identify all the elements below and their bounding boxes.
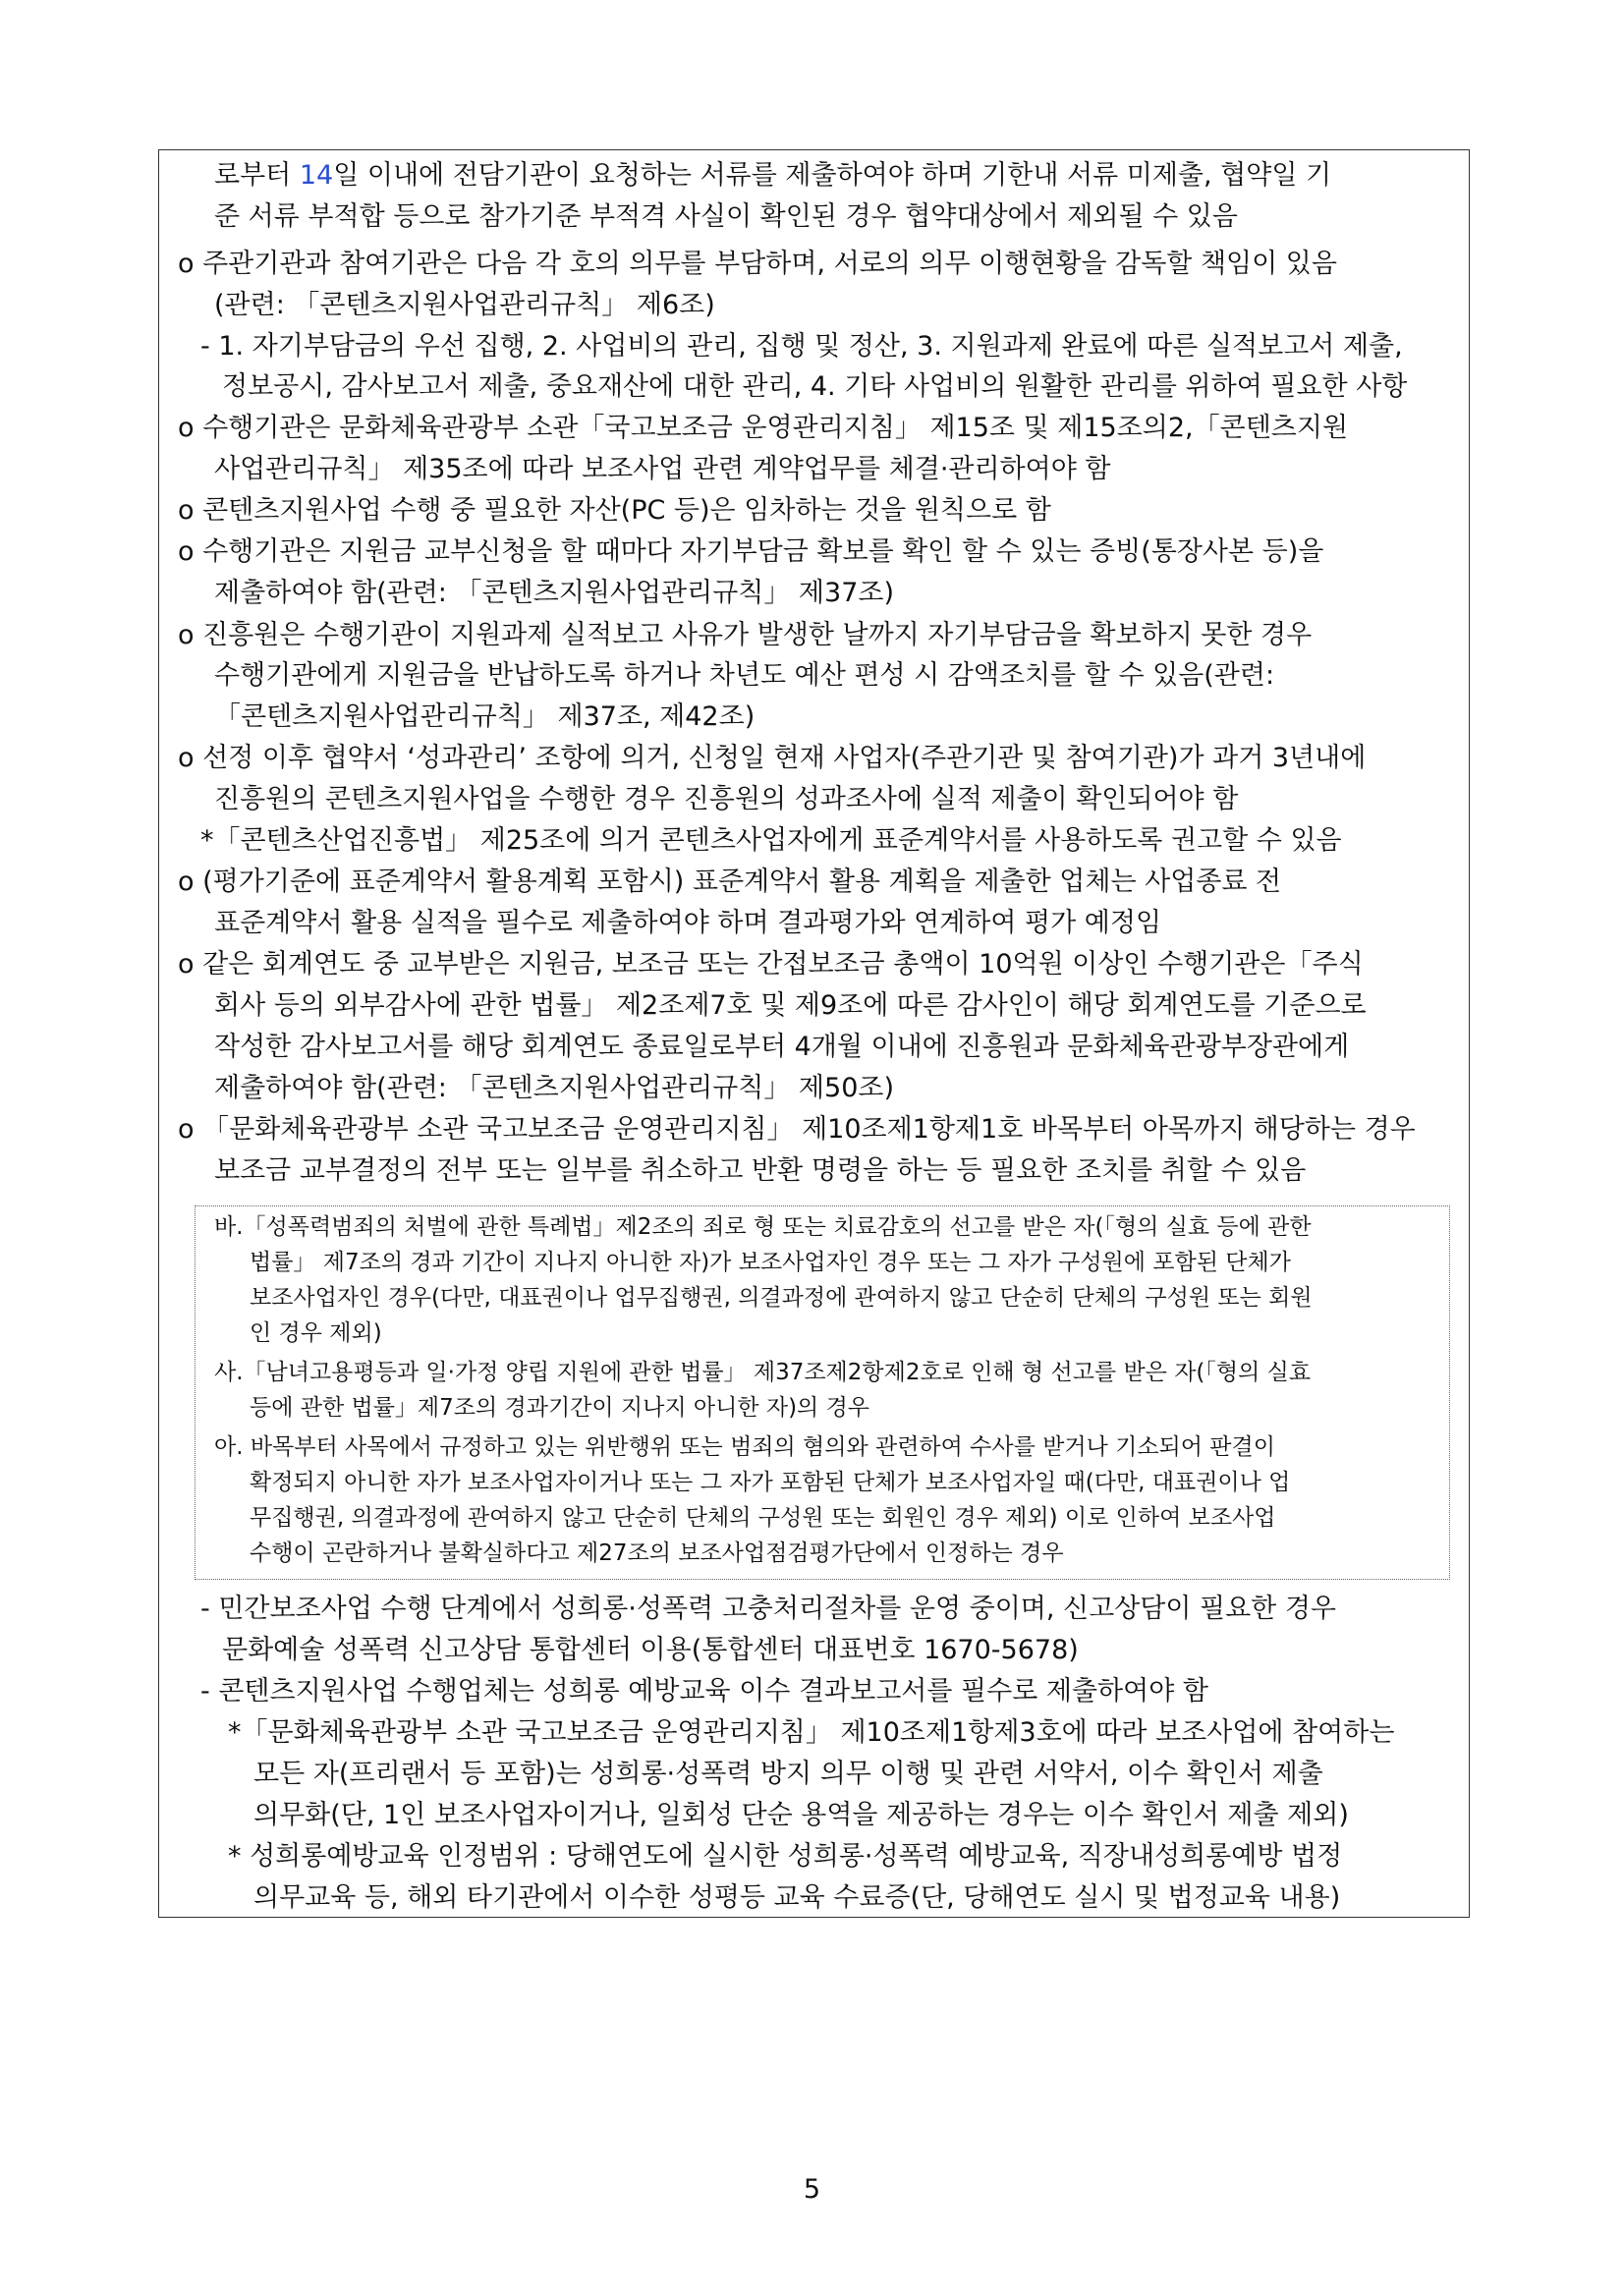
excerpt-line: 보조사업자인 경우(다만, 대표권이나 업무집행권, 의결과정에 관여하지 않고 단순히 단체의 구성원 또는 회원 <box>250 1285 1313 1311</box>
bullet-item: o 선정 이후 협약서 ‘성과관리’ 조항에 의거, 신청일 현재 사업자(주관기관 및 참여기관)가 과거 3년내에 <box>178 743 1367 773</box>
excerpt-line: 무집행권, 의결과정에 관여하지 않고 단순히 단체의 구성원 또는 회원인 경우 제외) 이로 인하여 보조사업 <box>250 1505 1276 1531</box>
bullet-item: o 「문화체육관광부 소관 국고보조금 운영관리지침」 제10조제1항제1호 바목부터 아목까지 해당하는 경우 <box>178 1114 1416 1145</box>
bullet-item: o 콘텐츠지원사업 수행 중 필요한 자산(PC 등)은 임차하는 것을 원칙으로 함 <box>178 495 1051 526</box>
bullet-item: o 같은 회계연도 중 교부받은 지원금, 보조금 또는 간접보조금 총액이 10억원 이상인 수행기관은「주식 <box>178 949 1364 980</box>
text-line: 회사 등의 외부감사에 관한 법률」 제2조제7호 및 제9조에 따른 감사인이 해당 회계연도를 기준으로 <box>214 990 1367 1021</box>
excerpt-line: 사.「남녀고용평등과 일·가정 양립 지원에 관한 법률」 제37조제2항제2호로 인해 형 선고를 받은 자(「형의 실효 <box>214 1360 1312 1385</box>
text-line: (관련: 「콘텐츠지원사업관리규칙」 제6조) <box>214 290 715 320</box>
excerpt-line: 바.「성폭력범죄의 처벌에 관한 특례법」제2조의 죄로 형 또는 치료감호의 선고를 받은 자(「형의 실효 등에 관한 <box>214 1214 1312 1240</box>
text-line: 정보공시, 감사보고서 제출, 중요재산에 대한 관리, 4. 기타 사업비의 원활한 관리를 위하여 필요한 사항 <box>222 371 1408 402</box>
page-number: 5 <box>803 2174 821 2205</box>
excerpt-line: 인 경우 제외) <box>250 1320 382 1346</box>
text-line: 준 서류 부적합 등으로 참가기준 부적격 사실이 확인된 경우 협약대상에서 제외될 수 있음 <box>214 201 1238 232</box>
text-line: 보조금 교부결정의 전부 또는 일부를 취소하고 반환 명령을 하는 등 필요한 조치를 취할 수 있음 <box>214 1155 1307 1186</box>
note-item: * 성희롱예방교육 인정범위 : 당해연도에 실시한 성희롱·성폭력 예방교육, 직장내성희롱예방 법정 <box>228 1841 1343 1872</box>
excerpt-line: 수행이 곤란하거나 불확실하다고 제27조의 보조사업점검평가단에서 인정하는 경우 <box>250 1540 1064 1566</box>
text-line: 표준계약서 활용 실적을 필수로 제출하여야 하며 결과평가와 연계하여 평가 예정임 <box>214 908 1162 938</box>
text-line: 제출하여야 함(관련: 「콘텐츠지원사업관리규칙」 제37조) <box>214 578 894 608</box>
text-line: 작성한 감사보고서를 해당 회계연도 종료일로부터 4개월 이내에 진흥원과 문화체육관광부장관에게 <box>214 1032 1350 1062</box>
bullet-item: o 주관기관과 참여기관은 다음 각 호의 의무를 부담하며, 서로의 의무 이행현황을 감독할 책임이 있음 <box>178 249 1337 279</box>
text-line: 의무화(단, 1인 보조사업자이거나, 일회성 단순 용역을 제공하는 경우는 이수 확인서 제출 제외) <box>253 1800 1349 1830</box>
text-line <box>214 162 1462 189</box>
note-item: *「콘텐츠산업진흥법」 제25조에 의거 콘텐츠사업자에게 표준계약서를 사용하도록 권고할 수 있음 <box>200 825 1342 856</box>
text-line: 진흥원의 콘텐츠지원사업을 수행한 경우 진흥원의 성과조사에 실적 제출이 확인되어야 함 <box>214 784 1239 814</box>
bullet-item: o 진흥원은 수행기관이 지원과제 실적보고 사유가 발생한 날까지 자기부담금을 확보하지 못한 경우 <box>178 620 1313 650</box>
bullet-item: o (평가기준에 표준계약서 활용계획 포함시) 표준계약서 활용 계획을 제출한 업체는 사업종료 전 <box>178 867 1282 897</box>
highlighted-number: 14 <box>299 160 334 191</box>
text-segment: 로부터 <box>214 160 300 191</box>
excerpt-line: 확정되지 아니한 자가 보조사업자이거나 또는 그 자가 포함된 단체가 보조사업자일 때(다만, 대표권이나 업 <box>250 1470 1291 1495</box>
text-line: 사업관리규칙」 제35조에 따라 보조사업 관련 계약업무를 체결·관리하여야 함 <box>214 454 1111 484</box>
text-line: 「콘텐츠지원사업관리규칙」 제37조, 제42조) <box>214 701 756 732</box>
text-line: 문화예술 성폭력 신고상담 통합센터 이용(통합센터 대표번호 1670-5678) <box>222 1635 1079 1665</box>
note-item: *「문화체육관광부 소관 국고보조금 운영관리지침」 제10조제1항제3호에 따라 보조사업에 참여하는 <box>228 1717 1395 1748</box>
dash-item: - 민간보조사업 수행 단계에서 성희롱·성폭력 고충처리절차를 운영 중이며, 신고상담이 필요한 경우 <box>200 1594 1337 1624</box>
excerpt-line: 아. 바목부터 사목에서 규정하고 있는 위반행위 또는 범죄의 혐의와 관련하여 수사를 받거나 기소되어 판결이 <box>214 1434 1275 1460</box>
text-line: 제출하여야 함(관련: 「콘텐츠지원사업관리규칙」 제50조) <box>214 1073 894 1103</box>
text-segment: 일 이내에 전담기관이 요청하는 서류를 제출하여야 하며 기한내 서류 미제출, 협약일 기 <box>333 160 1332 191</box>
dash-item: - 콘텐츠지원사업 수행업체는 성희롱 예방교육 이수 결과보고서를 필수로 제출하여야 함 <box>200 1676 1208 1707</box>
text-line: 수행기관에게 지원금을 반납하도록 하거나 차년도 예산 편성 시 감액조치를 할 수 있음(관련: <box>214 660 1275 691</box>
text-line: 모든 자(프리랜서 등 포함)는 성희롱·성폭력 방지 의무 이행 및 관련 서약서, 이수 확인서 제출 <box>253 1759 1323 1789</box>
excerpt-line: 법률」 제7조의 경과 기간이 지나지 아니한 자)가 보조사업자인 경우 또는 그 자가 구성원에 포함된 단체가 <box>250 1250 1291 1275</box>
excerpt-line: 등에 관한 법률」제7조의 경과기간이 지나지 아니한 자)의 경우 <box>250 1395 870 1421</box>
bullet-item: o 수행기관은 문화체육관광부 소관「국고보조금 운영관리지침」 제15조 및 제15조의2,「콘텐츠지원 <box>178 413 1349 443</box>
text-line: 의무교육 등, 해외 타기관에서 이수한 성평등 교육 수료증(단, 당해연도 실시 및 법정교육 내용) <box>253 1882 1341 1913</box>
dash-item: - 1. 자기부담금의 우선 집행, 2. 사업비의 관리, 집행 및 정산, 3. 지원과제 완료에 따른 실적보고서 제출, <box>200 331 1403 362</box>
bullet-item: o 수행기관은 지원금 교부신청을 할 때마다 자기부담금 확보를 확인 할 수 있는 증빙(통장사본 등)을 <box>178 536 1324 567</box>
